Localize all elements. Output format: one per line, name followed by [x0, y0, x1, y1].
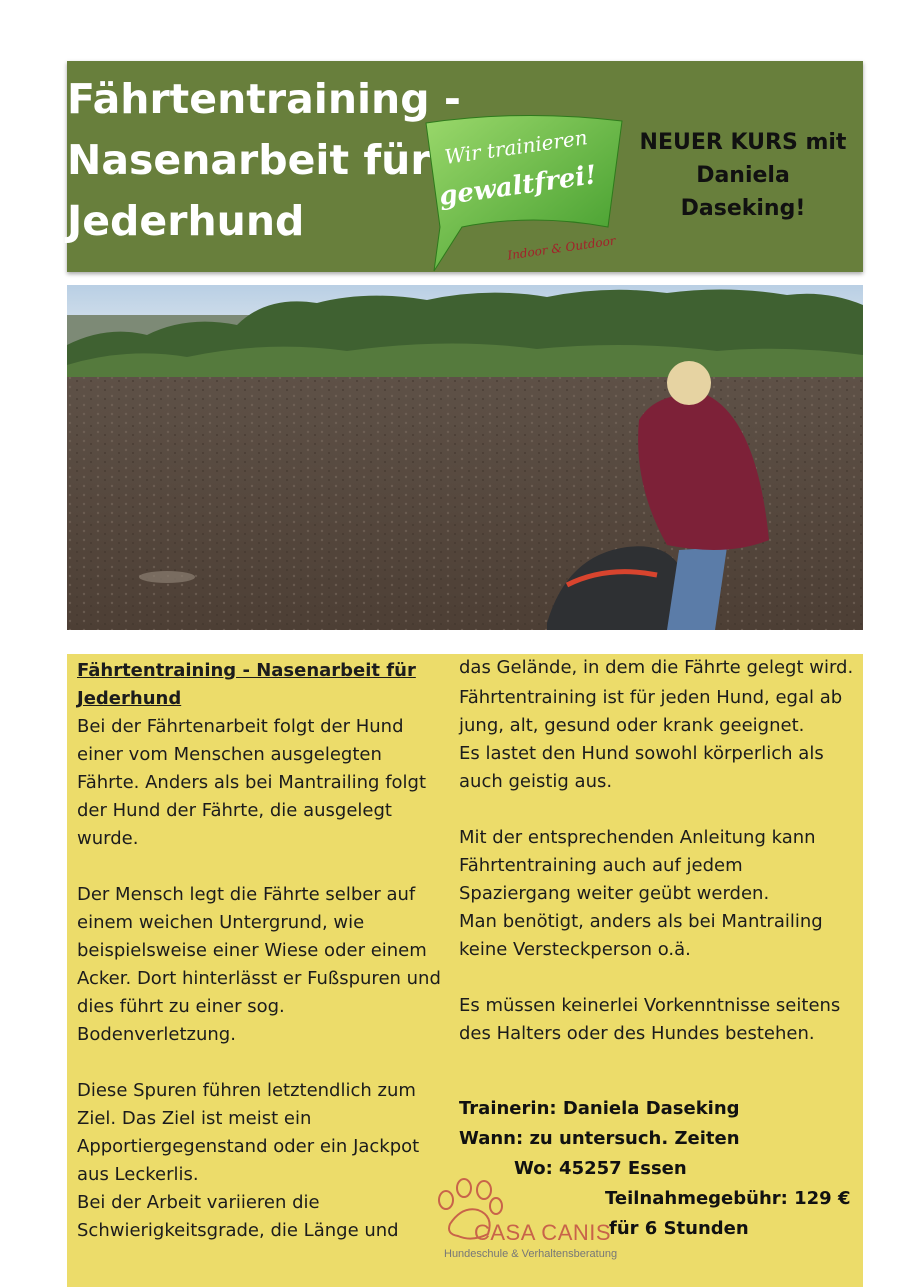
paragraph: Mit der entsprechenden Anleitung kann Fährtentraining auch auf jedem Spaziergang weiter geübt werden.: [459, 827, 816, 904]
paragraph: Diese Spuren führen letztendlich zum Ziel. Das Ziel ist meist ein Apportiergegenstand oder ein Jackpot aus Leckerlis.: [77, 1080, 420, 1185]
logo-name: CASA CANIS: [474, 1220, 612, 1245]
paragraph: Fährtentraining ist für jeden Hund, egal ab jung, alt, gesund oder krank geeignet.: [459, 687, 843, 736]
paragraph: Es müssen keinerlei Vorkenntnisse seitens des Halters oder des Hundes bestehen.: [459, 995, 841, 1044]
casa-canis-logo: [432, 1176, 618, 1266]
new-course-notice: NEUER KURS mit Daniela Daseking!: [639, 130, 847, 221]
fee-line: Teilnahmegebühr: 129 €: [605, 1188, 851, 1209]
where-line: Wo: 45257 Essen: [514, 1158, 687, 1179]
left-column: [77, 654, 442, 1245]
field-photo: [67, 285, 863, 630]
field-scene: [67, 285, 863, 630]
when-line: Wann: zu untersuch. Zeiten: [459, 1128, 740, 1149]
description-box: [67, 654, 863, 1287]
logo-subtitle: Hundeschule & Verhaltensberatung: [444, 1248, 618, 1260]
article-heading: Fährtentraining - Nasenarbeit für Jederhund: [77, 660, 416, 709]
paragraph: Bei der Arbeit variieren die Schwierigkeitsgrade, die Länge und: [77, 1192, 399, 1241]
page-title: Fährtentraining - Nasenarbeit für Jederhund: [67, 75, 461, 245]
gewaltfrei-badge: [422, 109, 627, 274]
header-banner: [67, 61, 863, 272]
duration-line: für 6 Stunden: [609, 1218, 749, 1239]
paragraph: Es lastet den Hund sowohl körperlich als auch geistig aus.: [459, 743, 824, 792]
paragraph: Der Mensch legt die Fährte selber auf einem weichen Untergrund, wie beispielsweise einer Wiese oder einem Acker. Dort hinterlässt er Fußspuren und dies führt zu einer sog. Bodenverletzung.: [77, 884, 441, 1045]
badge-subline: Indoor & Outdoor: [506, 233, 617, 263]
badge-line2: gewaltfrei!: [437, 160, 599, 212]
paragraph: Man benötigt, anders als bei Mantrailing keine Versteckperson o.ä.: [459, 911, 823, 960]
right-column: [459, 654, 859, 1048]
paragraph: das Gelände, in dem die Fährte gelegt wird.: [459, 657, 854, 678]
badge-line1: Wir trainieren: [443, 125, 589, 169]
paragraph: Bei der Fährtenarbeit folgt der Hund einer vom Menschen ausgelegten Fährte. Anders als bei Mantrailing folgt der Hund der Fährte, die ausgelegt wurde.: [77, 716, 427, 849]
trainer-line: Trainerin: Daniela Daseking: [459, 1098, 740, 1119]
